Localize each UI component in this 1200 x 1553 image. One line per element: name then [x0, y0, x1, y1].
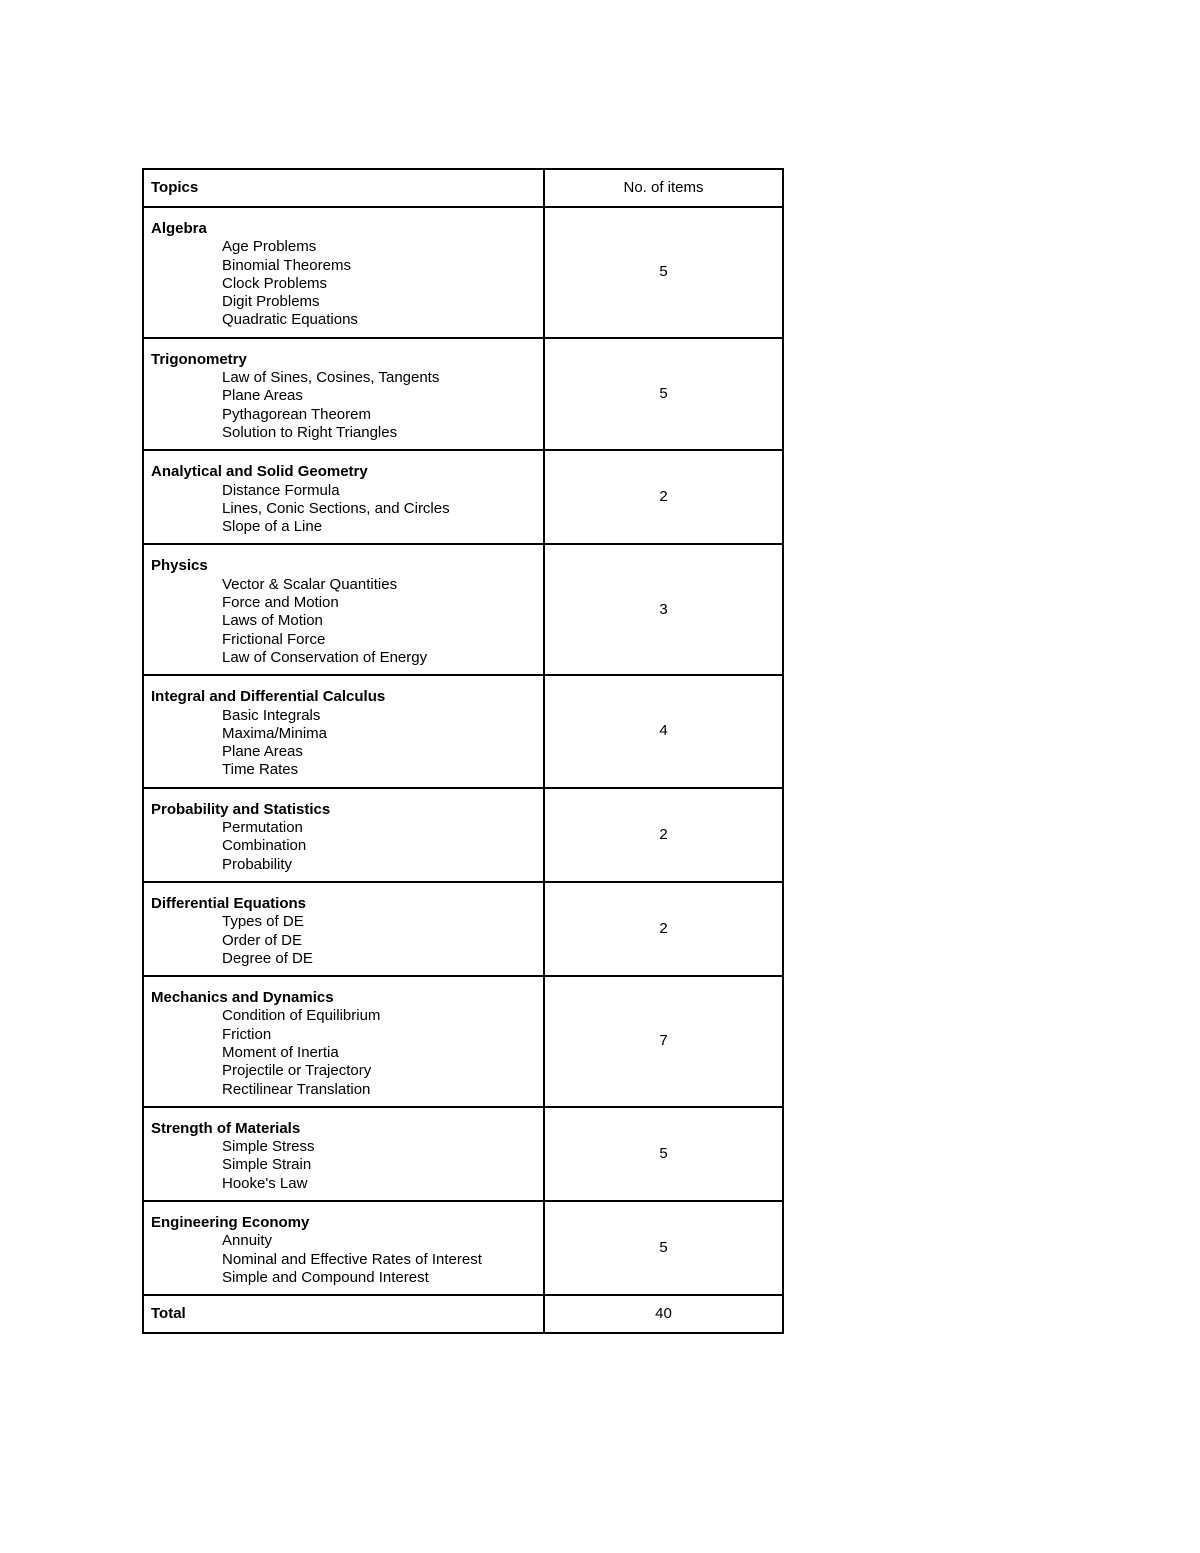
subtopic-item: Binomial Theorems	[222, 256, 351, 274]
category-title: Probability and Statistics	[151, 800, 331, 818]
subtopic-item: Nominal and Effective Rates of Interest	[222, 1250, 482, 1268]
subtopic-item: Clock Problems	[222, 274, 328, 292]
subtopic-item: Solution to Right Triangles	[222, 423, 398, 441]
subtopic-item: Law of Sines, Cosines, Tangents	[222, 369, 440, 387]
subtopic-item: Annuity	[222, 1232, 273, 1250]
subtopic-item: Rectilinear Translation	[222, 1080, 371, 1098]
table-row	[143, 882, 783, 976]
subtopic-item: Law of Conservation of Energy	[222, 648, 428, 666]
header-row	[143, 169, 783, 207]
total-count-cell	[544, 1295, 783, 1333]
total-count: 40	[655, 1305, 672, 1323]
subtopic-item: Friction	[222, 1025, 272, 1043]
item-count: 3	[659, 600, 668, 618]
subtopic-item: Frictional Force	[222, 630, 326, 648]
subtopic-item: Plane Areas	[222, 387, 303, 405]
subtopic-list	[151, 576, 537, 667]
topic-cell	[143, 207, 544, 338]
topic-cell	[143, 338, 544, 450]
category-title: Strength of Materials	[151, 1119, 301, 1137]
subtopic-item: Force and Motion	[222, 594, 339, 612]
category-title: Physics	[151, 557, 208, 575]
subtopic-list	[151, 238, 537, 329]
item-count-cell	[544, 1107, 783, 1201]
subtopic-list	[151, 369, 537, 442]
subtopic-list	[151, 482, 537, 537]
subtopic-item: Lines, Conic Sections, and Circles	[222, 499, 450, 517]
header-topics-cell	[143, 169, 544, 207]
subtopic-item: Probability	[222, 855, 293, 873]
topic-cell	[143, 1201, 544, 1295]
header-count-cell	[544, 169, 783, 207]
subtopic-item: Degree of DE	[222, 949, 313, 967]
subtopic-item: Digit Problems	[222, 293, 320, 311]
topics-table	[142, 168, 784, 1334]
item-count: 5	[659, 263, 668, 281]
item-count: 2	[659, 825, 668, 843]
subtopic-item: Moment of Inertia	[222, 1043, 339, 1061]
subtopic-list	[151, 913, 537, 968]
topic-cell	[143, 788, 544, 882]
subtopic-item: Simple Strain	[222, 1156, 312, 1174]
table-row	[143, 1107, 783, 1201]
item-count: 5	[659, 1239, 668, 1256]
subtopic-item: Types of DE	[222, 913, 304, 931]
subtopic-item: Vector & Scalar Quantities	[222, 575, 398, 593]
table-row	[143, 544, 783, 675]
subtopic-item: Simple Stress	[222, 1138, 315, 1156]
subtopic-item: Quadratic Equations	[222, 311, 358, 329]
table-row	[143, 976, 783, 1107]
subtopic-list	[151, 819, 537, 874]
item-count-cell	[544, 675, 783, 787]
category-title: Analytical and Solid Geometry	[151, 463, 368, 481]
total-label-cell	[143, 1295, 544, 1333]
subtopic-item: Time Rates	[222, 761, 299, 779]
table-row	[143, 207, 783, 338]
topic-cell	[143, 675, 544, 787]
category-title: Algebra	[151, 220, 207, 237]
subtopic-item: Simple and Compound Interest	[222, 1268, 429, 1286]
table-row	[143, 675, 783, 787]
table-row	[143, 1201, 783, 1295]
subtopic-item: Hooke's Law	[222, 1174, 308, 1192]
table-row	[143, 788, 783, 882]
topic-cell	[143, 1107, 544, 1201]
subtopic-item: Maxima/Minima	[222, 724, 328, 742]
subtopic-item: Age Problems	[222, 238, 317, 256]
subtopic-item: Projectile or Trajectory	[222, 1062, 372, 1080]
item-count: 5	[659, 384, 668, 402]
subtopic-item: Order of DE	[222, 931, 303, 949]
topic-cell	[143, 544, 544, 675]
subtopic-item: Permutation	[222, 819, 303, 837]
item-count-cell	[544, 1201, 783, 1295]
item-count: 4	[659, 722, 668, 740]
table-row	[143, 338, 783, 450]
subtopic-item: Slope of a Line	[222, 518, 323, 536]
subtopic-list	[151, 1232, 537, 1287]
subtopic-list	[151, 1138, 537, 1193]
item-count: 2	[659, 919, 668, 937]
item-count: 2	[659, 488, 668, 506]
subtopic-item: Combination	[222, 837, 307, 855]
item-count-cell	[544, 882, 783, 976]
table-row	[143, 450, 783, 544]
item-count: 7	[659, 1032, 668, 1050]
item-count: 5	[659, 1144, 668, 1162]
item-count-cell	[544, 788, 783, 882]
topic-cell	[143, 450, 544, 544]
topic-cell	[143, 976, 544, 1107]
header-count-label: No. of items	[623, 178, 704, 196]
item-count-cell	[544, 207, 783, 338]
item-count-cell	[544, 976, 783, 1107]
subtopic-list	[151, 1007, 537, 1098]
category-title: Engineering Economy	[151, 1214, 310, 1232]
category-title: Integral and Differential Calculus	[151, 688, 386, 706]
subtopic-item: Plane Areas	[222, 743, 303, 761]
header-topics-label: Topics	[151, 178, 199, 196]
subtopic-list	[151, 707, 537, 780]
total-label: Total	[151, 1305, 186, 1323]
category-title: Differential Equations	[151, 894, 307, 912]
subtopic-item: Laws of Motion	[222, 612, 323, 630]
subtopic-item: Pythagorean Theorem	[222, 405, 371, 423]
item-count-cell	[544, 338, 783, 450]
subtopic-item: Distance Formula	[222, 481, 340, 499]
topics-table-body	[143, 169, 783, 1333]
item-count-cell	[544, 450, 783, 544]
item-count-cell	[544, 544, 783, 675]
subtopic-item: Basic Integrals	[222, 706, 321, 724]
subtopic-item: Condition of Equilibrium	[222, 1007, 381, 1025]
topic-cell	[143, 882, 544, 976]
category-title: Mechanics and Dynamics	[151, 989, 334, 1007]
total-row	[143, 1295, 783, 1333]
category-title: Trigonometry	[151, 350, 247, 368]
